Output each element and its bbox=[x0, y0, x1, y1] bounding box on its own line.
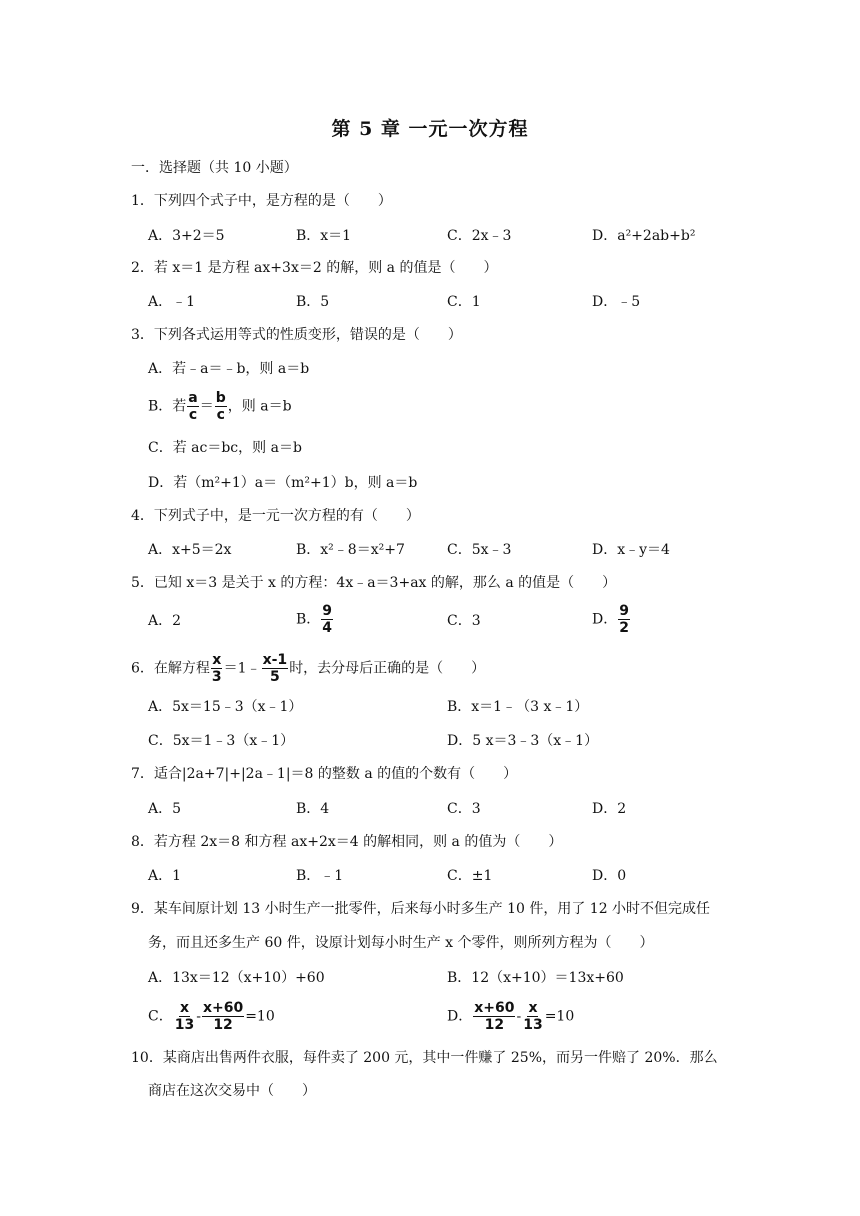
fraction-denominator: 13 bbox=[174, 1017, 195, 1033]
fraction-denominator: 12 bbox=[213, 1017, 233, 1033]
fraction-x-plus-60-over-12 bbox=[473, 1000, 515, 1033]
fraction-x-over-13 bbox=[522, 1000, 543, 1033]
q6-option-a: A．5x＝15﹣3（x﹣1） bbox=[148, 699, 303, 715]
q8-option-a: A．1 bbox=[148, 868, 182, 884]
fraction-x-minus-1-over-5 bbox=[262, 652, 289, 685]
fraction-denominator: 12 bbox=[484, 1017, 505, 1033]
question-10-stem: 10．某商店出售两件衣服，每件卖了 200 元，其中一件赚了 25%，而另一件赔了 20%．那么 bbox=[131, 1050, 718, 1066]
q5-option-d-prefix: D． bbox=[592, 611, 618, 628]
fraction-denominator: 3 bbox=[211, 669, 222, 685]
minus-sign: - bbox=[516, 1008, 522, 1025]
fraction-x-over-3 bbox=[211, 652, 223, 685]
equals-ten: =10 bbox=[544, 1008, 575, 1025]
fraction-9-over-4 bbox=[321, 603, 333, 636]
q3-option-b bbox=[148, 390, 292, 423]
q4-option-a: A．x+5＝2x bbox=[148, 542, 232, 558]
q9-option-c bbox=[148, 1000, 275, 1033]
q1-option-b: B．x＝1 bbox=[296, 228, 352, 244]
question-9-stem-cont: 务，而且还多生产 60 件，设原计划每小时生产 x 个零件，则所列方程为（ ） bbox=[148, 935, 654, 951]
q7-option-c: C．3 bbox=[447, 801, 481, 817]
fraction-denominator: 5 bbox=[270, 669, 280, 685]
q1-option-a: A．3+2＝5 bbox=[148, 228, 225, 244]
q2-option-c: C．1 bbox=[447, 294, 481, 310]
q2-option-b: B．5 bbox=[296, 294, 330, 310]
q6-stem-mid: ＝1﹣ bbox=[223, 660, 261, 677]
equals-ten: =10 bbox=[245, 1008, 275, 1025]
equals-sign: ＝ bbox=[199, 398, 214, 415]
fraction-denominator: 2 bbox=[619, 620, 629, 636]
q3-option-d: D．若（m²+1）a＝（m²+1）b，则 a＝b bbox=[148, 475, 418, 491]
question-1-stem: 1．下列四个式子中，是方程的是（ ） bbox=[131, 193, 392, 209]
fraction-numerator: x bbox=[212, 652, 222, 668]
q1-option-c: C．2x﹣3 bbox=[447, 228, 512, 244]
q6-option-c: C．5x＝1﹣3（x﹣1） bbox=[148, 733, 295, 749]
fraction-numerator: 9 bbox=[322, 603, 333, 619]
q5-option-c: C．3 bbox=[447, 613, 481, 629]
fraction-denominator: 4 bbox=[322, 620, 333, 636]
q3-option-c: C．若 ac＝bc，则 a＝b bbox=[148, 440, 302, 456]
q5-option-a: A．2 bbox=[148, 613, 182, 629]
fraction-numerator: x-1 bbox=[262, 652, 288, 668]
q9-option-d-prefix: D． bbox=[447, 1008, 473, 1025]
q8-option-b: B．﹣1 bbox=[296, 868, 344, 884]
q4-option-d: D．x﹣y＝4 bbox=[592, 542, 670, 558]
q8-option-c: C．±1 bbox=[447, 868, 493, 884]
q4-option-c: C．5x﹣3 bbox=[447, 542, 512, 558]
fraction-b-over-c bbox=[215, 390, 227, 423]
q4-option-b: B．x²﹣8＝x²+7 bbox=[296, 542, 405, 558]
question-10-stem-cont: 商店在这次交易中（ ） bbox=[148, 1083, 316, 1099]
q3-option-b-suffix: ，则 a＝b bbox=[227, 398, 292, 415]
fraction-denominator: c bbox=[216, 407, 225, 423]
fraction-a-over-c bbox=[187, 390, 198, 423]
q8-option-d: D．0 bbox=[592, 868, 627, 884]
question-9-stem: 9．某车间原计划 13 小时生产一批零件，后来每小时多生产 10 件，用了 12 小时不但完成任 bbox=[131, 901, 711, 917]
q7-option-a: A．5 bbox=[148, 801, 182, 817]
fraction-numerator: x+60 bbox=[202, 1000, 244, 1016]
section-heading: 一．选择题（共 10 小题） bbox=[131, 160, 298, 176]
q6-option-d: D．5 x＝3﹣3（x﹣1） bbox=[447, 733, 599, 749]
q2-option-d: D．﹣5 bbox=[592, 294, 641, 310]
fraction-numerator: 9 bbox=[619, 603, 629, 619]
fraction-x-over-13 bbox=[174, 1000, 195, 1033]
q5-option-b-prefix: B． bbox=[296, 611, 321, 628]
q1-option-d: D．a²+2ab+b² bbox=[592, 228, 696, 244]
q3-option-a: A．若﹣a＝﹣b，则 a＝b bbox=[148, 361, 310, 377]
fraction-9-over-2 bbox=[618, 603, 630, 636]
fraction-x-plus-60-over-12 bbox=[202, 1000, 244, 1033]
q2-option-a: A．﹣1 bbox=[148, 294, 196, 310]
q5-option-b bbox=[296, 603, 334, 636]
q9-option-b: B．12（x+10）＝13x+60 bbox=[447, 970, 624, 986]
question-7-stem: 7．适合|2a+7|+|2a﹣1|＝8 的整数 a 的值的个数有（ ） bbox=[131, 766, 518, 782]
q9-option-a: A．13x＝12（x+10）+60 bbox=[148, 970, 325, 986]
fraction-numerator: x bbox=[528, 1000, 538, 1016]
q6-stem-suffix: 时，去分母后正确的是（ ） bbox=[289, 660, 486, 677]
fraction-numerator: a bbox=[188, 390, 198, 406]
question-4-stem: 4．下列式子中，是一元一次方程的有（ ） bbox=[131, 508, 420, 524]
question-8-stem: 8．若方程 2x＝8 和方程 ax+2x＝4 的解相同，则 a 的值为（ ） bbox=[131, 834, 563, 850]
question-3-stem: 3．下列各式运用等式的性质变形，错误的是（ ） bbox=[131, 327, 462, 343]
question-2-stem: 2．若 x＝1 是方程 ax+3x＝2 的解，则 a 的值是（ ） bbox=[131, 260, 498, 276]
q6-option-b: B．x＝1﹣（3 x﹣1） bbox=[447, 699, 589, 715]
fraction-numerator: x+60 bbox=[474, 1000, 515, 1016]
question-6-stem bbox=[131, 652, 485, 685]
minus-sign: - bbox=[196, 1008, 201, 1025]
q6-stem-prefix: 6．在解方程 bbox=[131, 660, 210, 677]
q7-option-d: D．2 bbox=[592, 801, 627, 817]
question-5-stem: 5．已知 x＝3 是关于 x 的方程：4x﹣a＝3+ax 的解，那么 a 的值是（ ） bbox=[131, 575, 617, 591]
q9-option-c-prefix: C． bbox=[148, 1008, 173, 1025]
q5-option-d bbox=[592, 603, 631, 636]
fraction-denominator: 13 bbox=[523, 1017, 543, 1033]
page-title: 第 5 章 一元一次方程 bbox=[331, 118, 529, 140]
q9-option-d bbox=[447, 1000, 574, 1033]
fraction-numerator: x bbox=[179, 1000, 189, 1016]
fraction-denominator: c bbox=[188, 407, 198, 423]
q3-option-b-prefix: B．若 bbox=[148, 398, 187, 415]
q7-option-b: B．4 bbox=[296, 801, 330, 817]
fraction-numerator: b bbox=[215, 390, 226, 406]
